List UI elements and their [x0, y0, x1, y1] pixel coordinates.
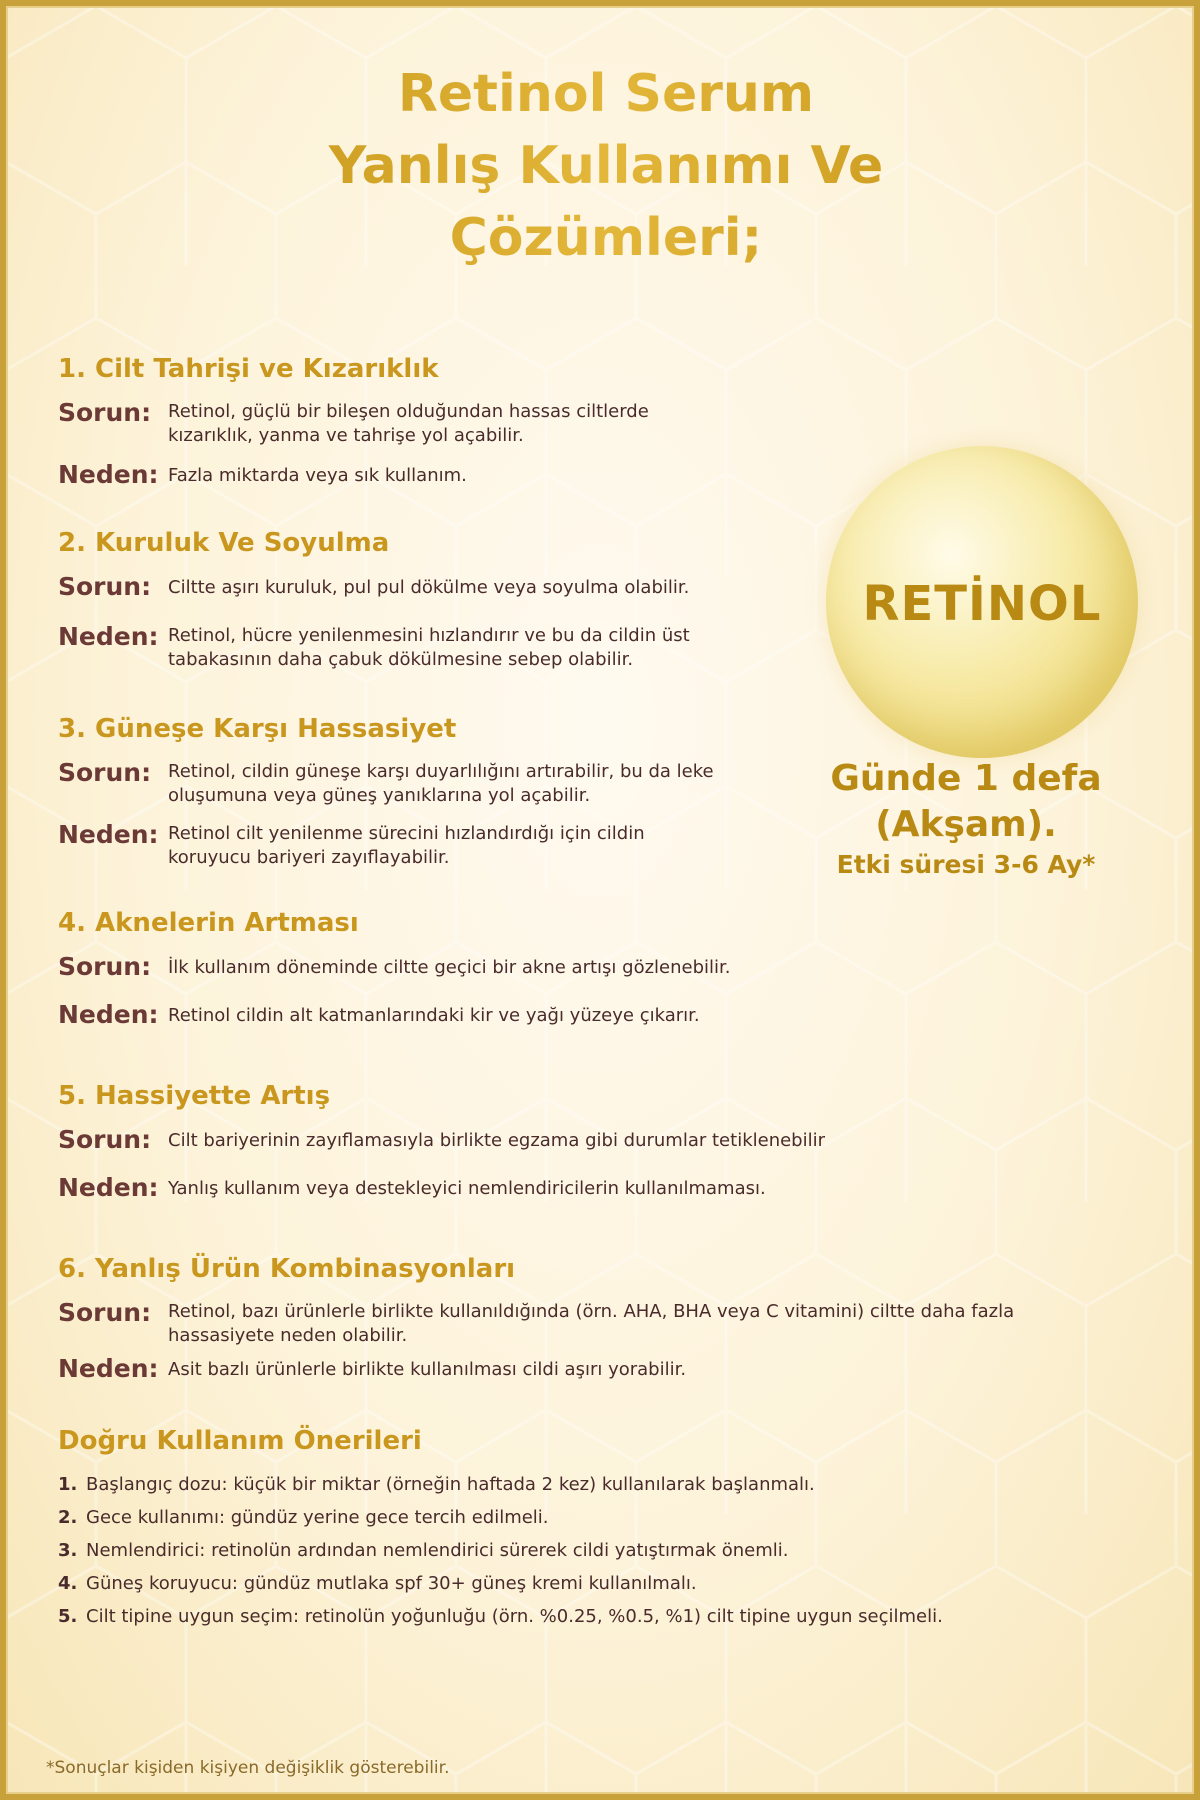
- section-title: 3. Güneşe Karşı Hassasiyet: [58, 714, 457, 744]
- problem-text: Retinol, güçlü bir bileşen olduğundan hassas ciltlerde kızarıklık, yanma ve tahrişe yol açabilir.: [168, 401, 649, 446]
- problem-text: Ciltte aşırı kuruluk, pul pul dökülme veya soyulma olabilir.: [168, 577, 690, 598]
- title-line-3: Çözümleri;: [449, 208, 763, 268]
- section-title: 1. Cilt Tahrişi ve Kızarıklık: [58, 354, 439, 384]
- tip-number: 2.: [58, 1507, 78, 1528]
- title-line-1: Retinol Serum: [397, 64, 815, 124]
- problem-text: Retinol, bazı ürünlerle birlikte kullanıldığında (örn. AHA, BHA veya C vitamini) ciltte daha fazla hassasiyete neden olabilir.: [168, 1301, 1015, 1346]
- tip-item: [58, 1501, 1138, 1534]
- problem-label: Sorun:: [58, 572, 152, 601]
- problem-label: Sorun:: [58, 1298, 152, 1327]
- section-5: [58, 1081, 838, 1215]
- cause-label: Neden:: [58, 460, 159, 489]
- cause-text: Fazla miktarda veya sık kullanım.: [168, 465, 467, 486]
- dosage-time: (Akşam).: [875, 804, 1057, 845]
- section-2: [58, 528, 838, 682]
- problem-row: [58, 1296, 1038, 1348]
- problem-label: Sorun:: [58, 1125, 152, 1154]
- tip-item: [58, 1468, 1138, 1501]
- cause-label: Neden:: [58, 1354, 159, 1383]
- dosage-frequency: Günde 1 defa: [830, 758, 1102, 799]
- usage-tips: [58, 1426, 1138, 1633]
- dosage-info: [796, 756, 1136, 882]
- retinol-label: RETİNOL: [862, 576, 1102, 632]
- tip-number: 3.: [58, 1540, 78, 1561]
- section-6: [58, 1254, 1038, 1396]
- cause-label: Neden:: [58, 622, 159, 651]
- problem-row: [58, 1123, 838, 1157]
- section-4: [58, 908, 838, 1042]
- tip-number: 5.: [58, 1606, 78, 1627]
- cause-text: Retinol cilt yenilenme sürecini hızlandırdığı için cildin koruyucu bariyeri zayıflayabilir.: [168, 823, 645, 868]
- problem-row: [58, 756, 838, 808]
- tip-text: Güneş koruyucu: gündüz mutlaka spf 30+ güneş kremi kullanılmalı.: [86, 1573, 697, 1594]
- cause-label: Neden:: [58, 820, 159, 849]
- tip-text: Başlangıç dozu: küçük bir miktar (örneğin haftada 2 kez) kullanılarak başlanmalı.: [86, 1474, 815, 1495]
- page-title: [6, 58, 1200, 274]
- problem-label: Sorun:: [58, 758, 152, 787]
- tip-text: Cilt tipine uygun seçim: retinolün yoğunluğu (örn. %0.25, %0.5, %1) cilt tipine uygun seçilmeli.: [86, 1606, 943, 1627]
- cause-row: [58, 818, 838, 870]
- tip-text: Nemlendirici: retinolün ardından nemlendirici sürerek cildi yatıştırmak önemli.: [86, 1540, 789, 1561]
- cause-row: [58, 998, 838, 1032]
- problem-label: Sorun:: [58, 398, 152, 427]
- cause-row: [58, 1171, 838, 1205]
- title-line-2: Yanlış Kullanımı Ve: [328, 136, 884, 196]
- problem-row: [58, 570, 838, 604]
- tip-number: 4.: [58, 1573, 78, 1594]
- problem-text: İlk kullanım döneminde ciltte geçici bir akne artışı gözlenebilir.: [168, 957, 731, 978]
- cause-text: Asit bazlı ürünlerle birlikte kullanılması cildi aşırı yorabilir.: [168, 1359, 687, 1380]
- tip-item: [58, 1600, 1138, 1633]
- cause-text: Yanlış kullanım veya destekleyici nemlendiricilerin kullanılmaması.: [168, 1178, 766, 1199]
- section-title: 2. Kuruluk Ve Soyulma: [58, 528, 390, 558]
- problem-text: Retinol, cildin güneşe karşı duyarlılığını artırabilir, bu da leke oluşumuna veya güneş yanıklarına yol açabilir.: [168, 761, 714, 806]
- cause-row: [58, 1352, 1038, 1386]
- cause-text: Retinol, hücre yenilenmesini hızlandırır ve bu da cildin üst tabakasının daha çabuk dökülmesine sebep olabilir.: [168, 625, 690, 670]
- section-title: 4. Aknelerin Artması: [58, 908, 359, 938]
- cause-label: Neden:: [58, 1173, 159, 1202]
- tip-item: [58, 1567, 1138, 1600]
- footnote: *Sonuçlar kişiden kişiyen değişiklik gösterebilir.: [46, 1758, 450, 1778]
- section-3: [58, 714, 838, 880]
- section-1: [58, 354, 838, 502]
- tip-number: 1.: [58, 1474, 78, 1495]
- tip-text: Gece kullanımı: gündüz yerine gece tercih edilmeli.: [86, 1507, 549, 1528]
- problem-row: [58, 396, 838, 448]
- cause-label: Neden:: [58, 1000, 159, 1029]
- cause-text: Retinol cildin alt katmanlarındaki kir ve yağı yüzeye çıkarır.: [168, 1005, 700, 1026]
- section-title: 5. Hassiyette Artış: [58, 1081, 331, 1111]
- tips-title: Doğru Kullanım Önerileri: [58, 1426, 422, 1456]
- retinol-bubble: [826, 446, 1138, 758]
- cause-row: [58, 458, 838, 492]
- tip-item: [58, 1534, 1138, 1567]
- cause-row: [58, 620, 838, 672]
- problem-row: [58, 950, 838, 984]
- effect-duration: Etki süresi 3-6 Ay*: [836, 850, 1096, 879]
- section-title: 6. Yanlış Ürün Kombinasyonları: [58, 1254, 516, 1284]
- problem-text: Cilt bariyerinin zayıflamasıyla birlikte egzama gibi durumlar tetiklenebilir: [168, 1130, 825, 1151]
- problem-label: Sorun:: [58, 952, 152, 981]
